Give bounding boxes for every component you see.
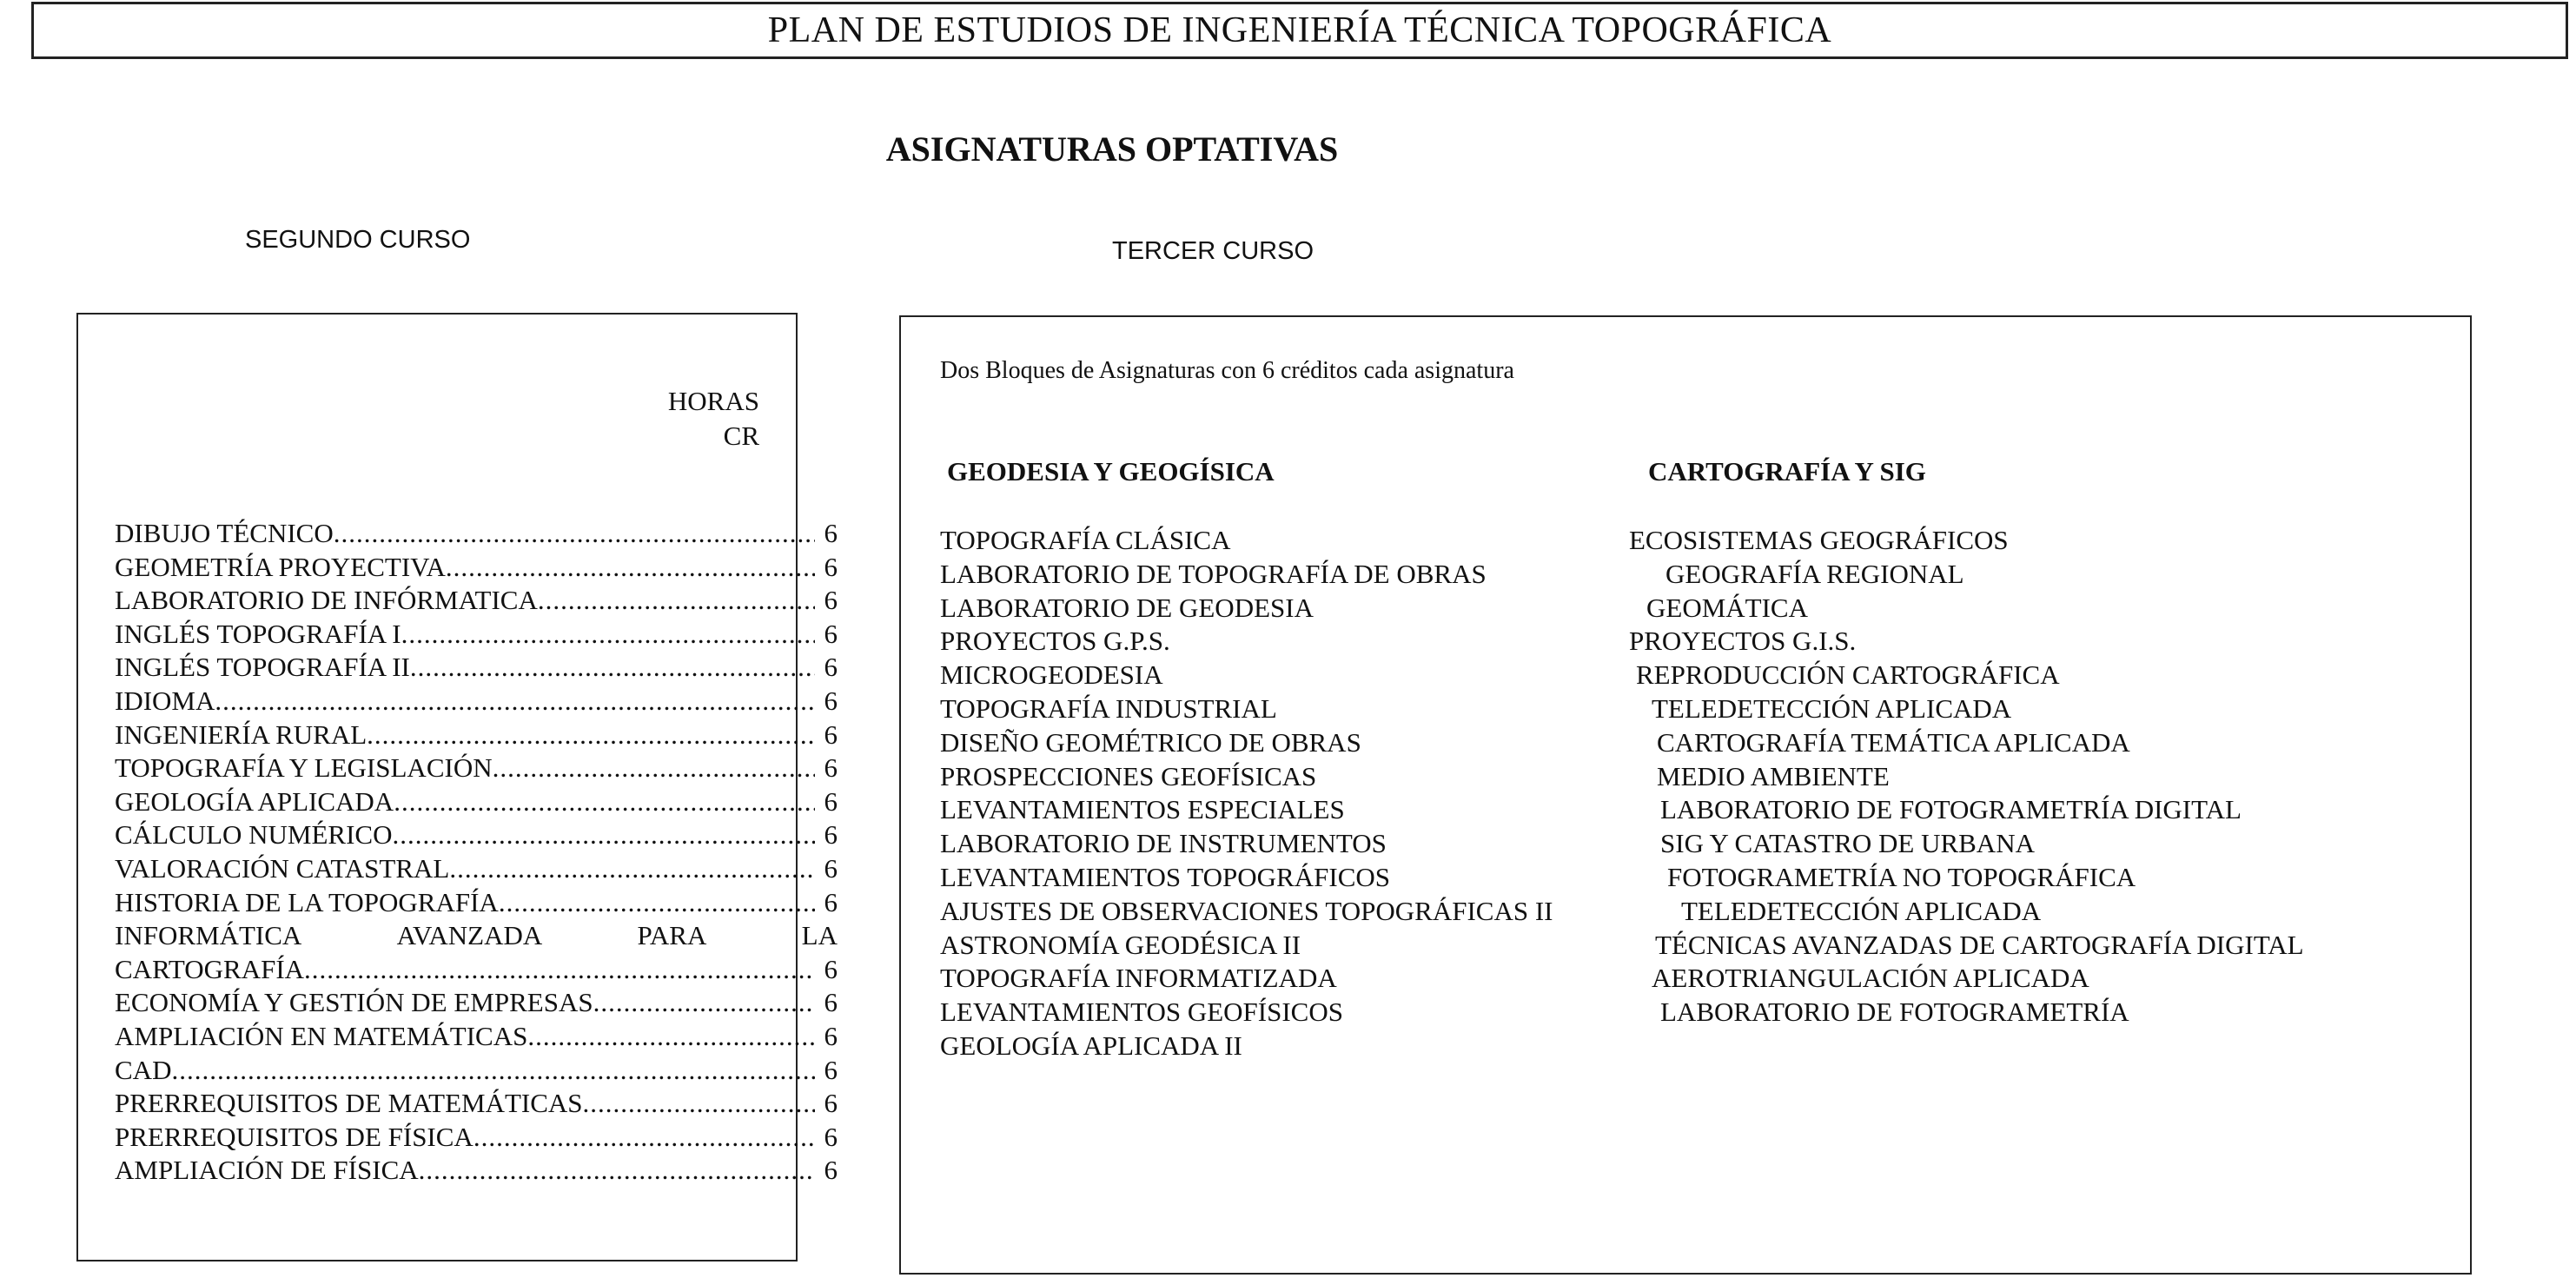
course-credits: 6 [824, 1088, 838, 1119]
course-name: CAD [115, 1054, 172, 1085]
dot-leader [419, 1154, 815, 1188]
column-header-cr: CR [723, 420, 759, 451]
course-name-word: AVANZADA [396, 920, 543, 951]
cartografia-course-item: AEROTRIANGULACIÓN APLICADA [1652, 963, 2089, 994]
cartografia-course-item: REPRODUCCIÓN CARTOGRÁFICA [1636, 659, 2060, 691]
cartografia-course-item: ECOSISTEMAS GEOGRÁFICOS [1629, 525, 2009, 555]
course-name: INGENIERÍA RURAL [115, 718, 368, 750]
course-credits: 6 [824, 819, 838, 851]
geodesia-course-item: LABORATORIO DE GEODESIA [940, 592, 1314, 623]
geodesia-course-item: LABORATORIO DE INSTRUMENTOS [940, 828, 1387, 859]
course-name: DIBUJO TÉCNICO [115, 518, 334, 548]
course-name-word: INFORMÁTICA [115, 920, 302, 951]
course-name: PRERREQUISITOS DE MATEMÁTICAS [115, 1088, 583, 1119]
course-name: INGLÉS TOPOGRAFÍA I [115, 618, 401, 649]
course-credits: 6 [824, 618, 838, 649]
dot-leader [401, 618, 815, 652]
block-title-cartografia: CARTOGRAFÍA Y SIG [1648, 456, 1926, 487]
cartografia-course-item: LABORATORIO DE FOTOGRAMETRÍA DIGITAL [1660, 794, 2242, 825]
dot-leader [394, 785, 815, 819]
geodesia-course-item: ASTRONOMÍA GEODÉSICA II [940, 929, 1301, 960]
cartografia-course-item: TÉCNICAS AVANZADAS DE CARTOGRAFÍA DIGITAL [1655, 929, 2304, 960]
course-name: CÁLCULO NUMÉRICO [115, 819, 393, 851]
course-credits: 6 [824, 551, 838, 582]
course-credits: 6 [824, 953, 838, 984]
course-name: GEOLOGÍA APLICADA [115, 785, 394, 817]
course-row [115, 919, 838, 953]
course-row [115, 785, 838, 819]
dot-leader [334, 517, 815, 551]
cartografia-course-item: GEOMÁTICA [1646, 592, 1808, 623]
course-row [115, 551, 838, 585]
geodesia-course-item: GEOLOGÍA APLICADA II [940, 1030, 1242, 1061]
dot-leader [215, 685, 815, 718]
course-row [115, 1121, 838, 1155]
course-row [115, 685, 838, 718]
course-name: VALORACIÓN CATASTRAL [115, 852, 450, 884]
course-row [115, 517, 838, 551]
title-box [31, 2, 2568, 59]
intro-text: Dos Bloques de Asignaturas con 6 créditos cada asignatura [940, 357, 1514, 384]
course-credits: 6 [824, 652, 838, 683]
course-row [115, 852, 838, 886]
column-header-horas: HORAS [667, 386, 759, 416]
dot-leader [449, 852, 815, 886]
course-row [115, 1020, 838, 1054]
course-name: HISTORIA DE LA TOPOGRAFÍA [115, 886, 499, 917]
course-name-word: LA [801, 920, 838, 951]
course-name: TOPOGRAFÍA Y LEGISLACIÓN [115, 752, 493, 784]
course-credits: 6 [824, 886, 838, 917]
geodesia-course-item: TOPOGRAFÍA INFORMATIZADA [940, 963, 1337, 994]
dot-leader [473, 1121, 815, 1155]
segundo-course-list [115, 517, 838, 1188]
course-row [115, 953, 838, 987]
course-row [115, 1154, 838, 1188]
course-row [115, 718, 838, 752]
cartografia-course-item: CARTOGRAFÍA TEMÁTICA APLICADA [1657, 726, 2130, 758]
dot-leader [583, 1087, 815, 1121]
course-row [115, 818, 838, 852]
geodesia-course-item: PROSPECCIONES GEOFÍSICAS [940, 760, 1317, 791]
page-title: PLAN DE ESTUDIOS DE INGENIERÍA TÉCNICA TOPOGRÁFICA [767, 10, 1832, 50]
course-name: AMPLIACIÓN DE FÍSICA [115, 1155, 419, 1186]
course-credits: 6 [824, 585, 838, 616]
course-credits: 6 [824, 1054, 838, 1085]
dot-leader [538, 584, 815, 618]
geodesia-course-item: MICROGEODESIA [940, 659, 1163, 691]
geodesia-course-list [940, 524, 1553, 1063]
geodesia-course-item: TOPOGRAFÍA CLÁSICA [940, 525, 1231, 555]
course-row [115, 1054, 838, 1088]
course-row [115, 584, 838, 618]
cartografia-course-list [1629, 524, 2304, 1030]
course-name: CARTOGRAFÍA [115, 953, 305, 984]
block-title-geodesia: GEODESIA Y GEOGÍSICA [947, 456, 1275, 487]
course-name [115, 919, 838, 953]
geodesia-course-item: LEVANTAMIENTOS GEOFÍSICOS [940, 997, 1343, 1028]
course-credits: 6 [824, 752, 838, 784]
course-name: LABORATORIO DE INFÓRMATICA [115, 585, 538, 616]
dot-leader [410, 651, 815, 685]
geodesia-course-item: LEVANTAMIENTOS ESPECIALES [940, 794, 1345, 825]
course-name: AMPLIACIÓN EN MATEMÁTICAS [115, 1020, 528, 1051]
cartografia-course-item: FOTOGRAMETRÍA NO TOPOGRÁFICA [1667, 861, 2136, 892]
geodesia-course-item: TOPOGRAFÍA INDUSTRIAL [940, 692, 1277, 724]
course-name-word: PARA [637, 920, 707, 951]
course-row [115, 986, 838, 1020]
course-row [115, 618, 838, 652]
geodesia-course-item: AJUSTES DE OBSERVACIONES TOPOGRÁFICAS II [940, 895, 1553, 926]
course-credits: 6 [824, 718, 838, 750]
course-row [115, 651, 838, 685]
cartografia-course-item: TELEDETECCIÓN APLICADA [1652, 692, 2012, 724]
course-name: PRERREQUISITOS DE FÍSICA [115, 1121, 473, 1152]
geodesia-course-item: LEVANTAMIENTOS TOPOGRÁFICOS [940, 861, 1390, 892]
course-credits: 6 [824, 852, 838, 884]
course-credits: 6 [824, 1155, 838, 1186]
cartografia-course-item: LABORATORIO DE FOTOGRAMETRÍA [1660, 997, 2129, 1028]
course-credits: 6 [824, 1121, 838, 1152]
segundo-curso-panel [76, 313, 838, 1261]
course-credits: 6 [824, 1020, 838, 1051]
dot-leader [392, 818, 815, 852]
dot-leader [446, 551, 815, 585]
dot-leader [304, 953, 815, 987]
dot-leader [367, 718, 815, 752]
cartografia-course-item: SIG Y CATASTRO DE URBANA [1660, 828, 2035, 859]
course-credits: 6 [824, 987, 838, 1018]
dot-leader [493, 752, 815, 785]
course-name: IDIOMA [115, 685, 215, 716]
dot-leader [593, 986, 815, 1020]
cartografia-course-item: MEDIO AMBIENTE [1657, 760, 1890, 791]
course-credits: 6 [824, 685, 838, 716]
dot-leader [171, 1054, 815, 1088]
cartografia-course-item: PROYECTOS G.I.S. [1629, 626, 1857, 657]
dot-leader [499, 886, 815, 920]
dot-leader [527, 1020, 815, 1054]
course-name: INGLÉS TOPOGRAFÍA II [115, 652, 410, 683]
course-credits: 6 [824, 518, 838, 548]
course-credits: 6 [824, 785, 838, 817]
cartografia-course-item: TELEDETECCIÓN APLICADA [1681, 895, 2042, 926]
course-name: GEOMETRÍA PROYECTIVA [115, 551, 446, 582]
tercer-curso-panel [899, 315, 2472, 1275]
tercer-curso-label: TERCER CURSO [1112, 237, 1314, 265]
geodesia-course-item: PROYECTOS G.P.S. [940, 626, 1170, 657]
course-row [115, 886, 838, 920]
course-row [115, 1087, 838, 1121]
section-heading: ASIGNATURAS OPTATIVAS [885, 129, 1339, 169]
cartografia-course-item: GEOGRAFÍA REGIONAL [1665, 558, 1964, 589]
geodesia-course-item: DISEÑO GEOMÉTRICO DE OBRAS [940, 726, 1361, 758]
geodesia-course-item: LABORATORIO DE TOPOGRAFÍA DE OBRAS [940, 558, 1487, 589]
course-row [115, 752, 838, 785]
segundo-curso-label: SEGUNDO CURSO [245, 226, 471, 254]
course-name: ECONOMÍA Y GESTIÓN DE EMPRESAS [115, 987, 593, 1018]
